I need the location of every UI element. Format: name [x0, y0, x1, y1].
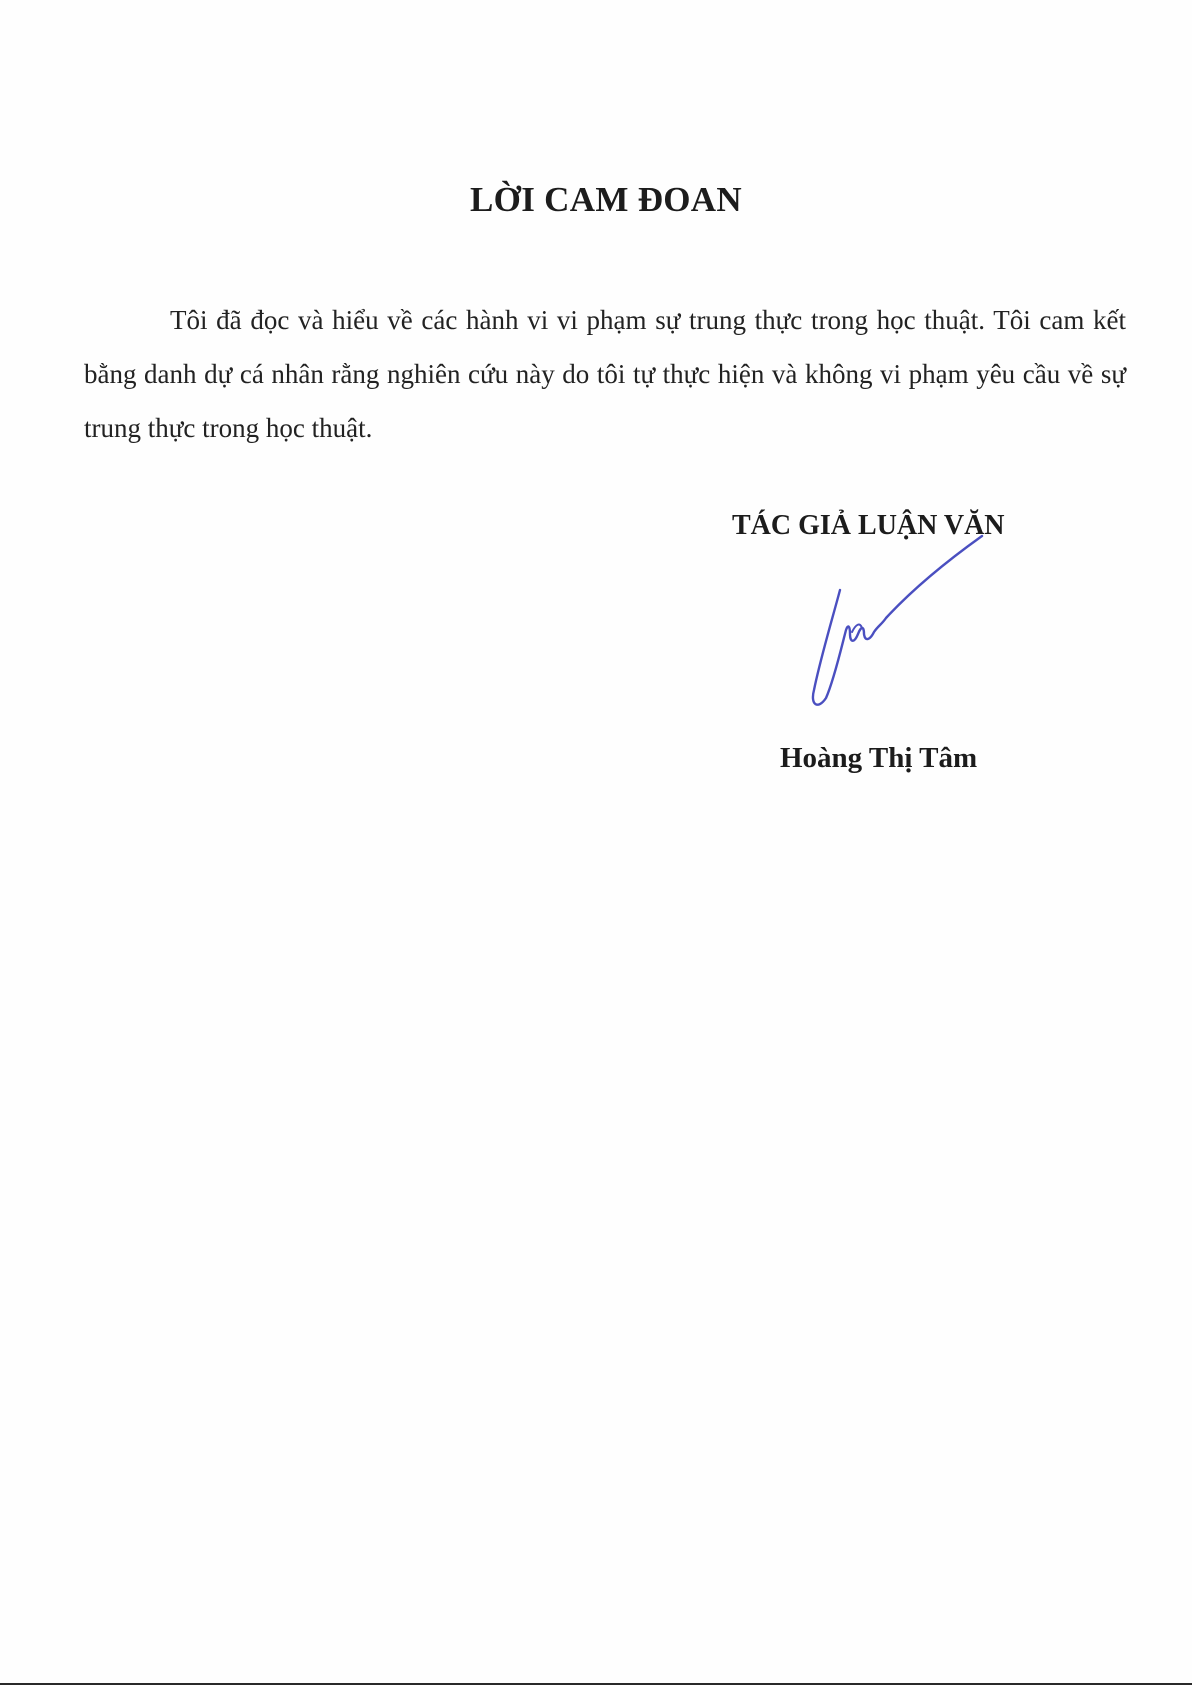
handwritten-signature [790, 530, 1010, 760]
declaration-paragraph: Tôi đã đọc và hiểu về các hành vi vi phạm sự trung thực trong học thuật. Tôi cam kết bằng danh dự cá nhân rằng nghiên cứu này do tôi tự thực hiện và không vi phạm yêu cầu về sự trung thực trong học thuật. [84, 305, 1126, 443]
author-signature-block [700, 510, 1080, 790]
author-name: Hoàng Thị Tâm [780, 742, 978, 774]
page-title: LỜI CAM ĐOAN [470, 180, 742, 219]
author-title: TÁC GIẢ LUẬN VĂN [732, 510, 1005, 541]
